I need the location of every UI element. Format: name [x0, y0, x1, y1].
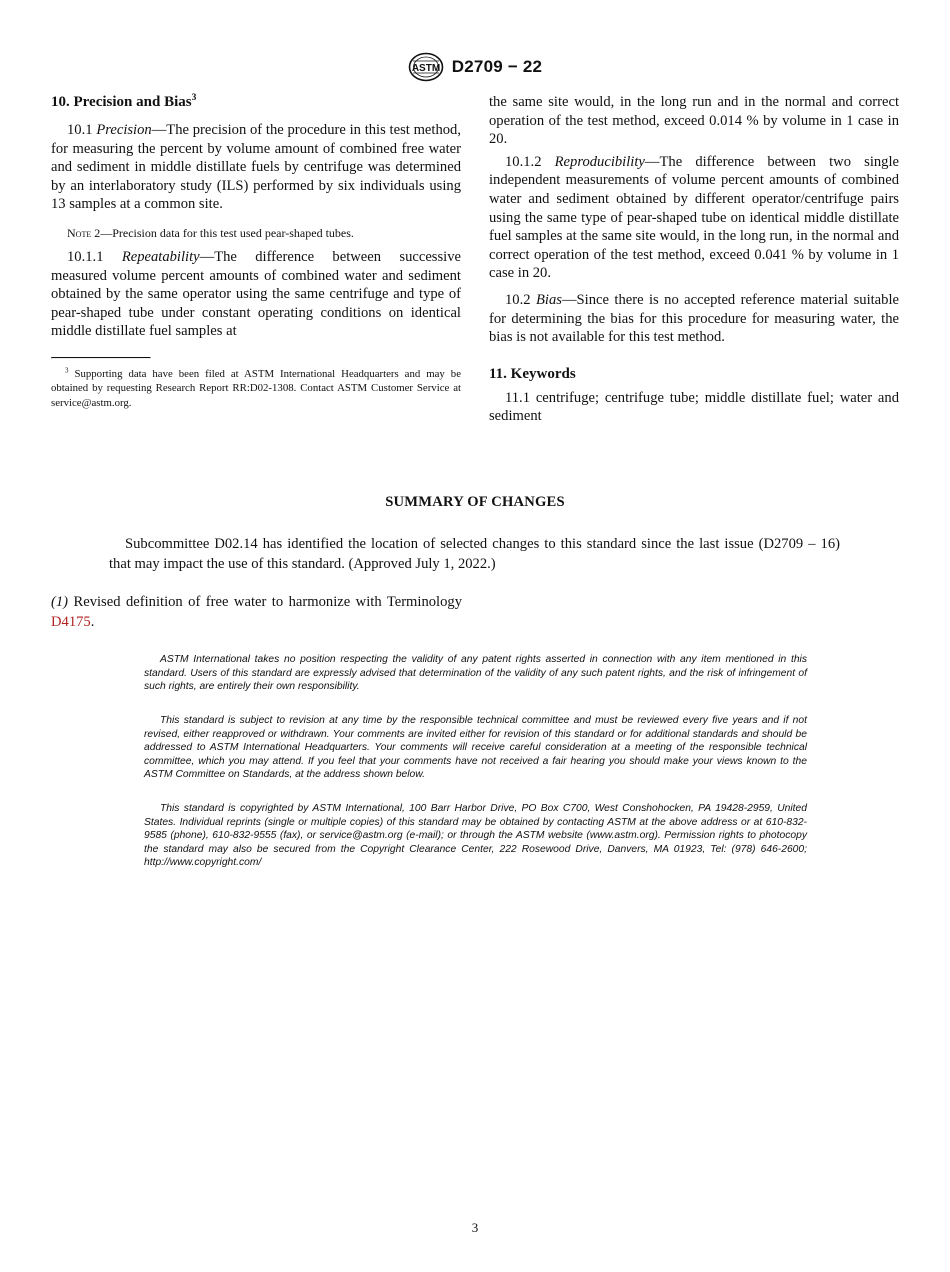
paragraph-11-1 [489, 389, 899, 426]
paragraph-number: 10.2 [505, 291, 531, 308]
page-number: 3 [471, 1220, 479, 1235]
footnote-ref-3: 3 [191, 93, 197, 103]
paragraph-term: Bias [535, 291, 562, 308]
note-label: Note [67, 225, 92, 240]
footnote-3 [51, 367, 461, 411]
paragraph-text: —The precision of the procedure in this test method, for measuring the percent by volume amount of combined free water and sediment in middle distillate fuels by centrifuge was determined by an interlaboratory study (ILS) performed by six individuals using 13 samples at a common site. [51, 122, 461, 213]
logo-lettering: ASTM [411, 63, 440, 74]
paragraph-term: Precision [96, 122, 152, 138]
revision-notice: This standard is subject to revision at any time by the responsible technical committee and must be reviewed every five years and if not revised, either reapproved or withdrawn. Your comments are invited either for revision of this standard or for additional standards and should be addressed to ASTM International Headquarters. Your comments will receive careful consideration at a meeting of the responsible technical committee, which you may attend. If you feel that your comments have not received a fair hearing you should make your views known to the ASTM Committee on Standards, at the address shown below. [144, 715, 807, 781]
note-2 [51, 225, 461, 241]
left-column [51, 93, 461, 410]
paragraph-10-2 [489, 291, 899, 347]
paragraph-number: 11.1 [505, 389, 530, 406]
document-designation: D2709 − 22 [451, 57, 543, 76]
page-header [0, 52, 950, 82]
change-item-text: Revised definition of free water to harmonize with Terminology [68, 594, 462, 610]
paragraph-10-1-1 [51, 248, 461, 341]
section-11-heading: 11. Keywords [489, 365, 576, 382]
paragraph-number: 10.1.1 [67, 248, 104, 265]
paragraph-10-1-1-continued: the same site would, in the long run and in the normal and correct operation of the test method, exceed 0.014 % by volume in 1 case in 20. [489, 94, 899, 148]
paragraph-10-1 [51, 121, 461, 214]
section-10-title: 10. Precision and Bias [51, 94, 192, 110]
paragraph-term: Repeatability [121, 248, 200, 265]
section-10-heading [51, 93, 461, 111]
right-column [489, 93, 899, 426]
paragraph-10-1-2 [489, 153, 899, 283]
paragraph-text: —Since there is no accepted reference material suitable for determining the bias for this procedure for measuring water, the bias is not available for this test method. [489, 291, 899, 346]
paragraph-term: Reproducibility [554, 153, 645, 170]
paragraph-number: 10.1 [67, 122, 93, 138]
change-item-end: . [90, 614, 95, 630]
note-text: 2—Precision data for this test used pear-shaped tubes. [91, 225, 354, 240]
footnote-marker: 3 [65, 366, 69, 375]
paragraph-text-left: —The difference between successive measured volume percent amounts of combined water and sediment obtained by the same operator using the same centrifuge and type of pear-shaped tube under constant operating conditions on identical middle distillate fuel samples at [51, 248, 461, 340]
change-item-1 [51, 592, 462, 632]
summary-intro: Subcommittee D02.14 has identified the location of selected changes to this standard since the last issue (D2709 – 16) that may impact the use of this standard. (Approved July 1, 2022.) [109, 536, 840, 572]
patent-notice: ASTM International takes no position respecting the validity of any patent rights asserted in connection with any item mentioned in this standard. Users of this standard are expressly advised that determination of the validity of any such patent rights, and the risk of infringement of such rights, are entirely their own responsibility. [144, 654, 807, 693]
copyright-notice: This standard is copyrighted by ASTM International, 100 Barr Harbor Drive, PO Box C700, West Conshohocken, PA 19428-2959, United States. Individual reprints (single or multiple copies) of this standard may be obtained by contacting ASTM at the above address or at 610-832-9585 (phone), 610-832-9555 (fax), or service@astm.org (e-mail); or through the ASTM website (www.astm.org). Permission rights to photocopy the standard may also be secured from the Copyright Clearance Center, 222 Rosewood Drive, Danvers, MA 01923, Tel: (978) 646-2600; http://www.copyright.com/ [144, 803, 807, 869]
footnote-text: Supporting data have been filed at ASTM International Headquarters and may be obtained by requesting Research Report RR:D02-1308. Contact ASTM Customer Service at service@astm.org. [51, 367, 461, 409]
paragraph-number: 10.1.2 [505, 153, 542, 170]
astm-logo-icon [408, 52, 444, 82]
change-item-number: (1) [51, 594, 69, 610]
paragraph-text: —The difference between two single independent measurements of volume percent amounts of combined water and sediment obtained by different operator/centrifuge pairs using the same type of pear-shaped tube on identical middle distillate fuel samples at the same site would, in the long run, in the normal and correct operation of the test method, exceed 0.041 % by volume in 1 case in 20. [489, 153, 899, 282]
summary-of-changes-title: SUMMARY OF CHANGES [385, 494, 565, 510]
paragraph-text: centrifuge; centrifuge tube; middle distillate fuel; water and sediment [489, 389, 899, 425]
reference-link-d4175[interactable]: D4175 [51, 614, 91, 630]
